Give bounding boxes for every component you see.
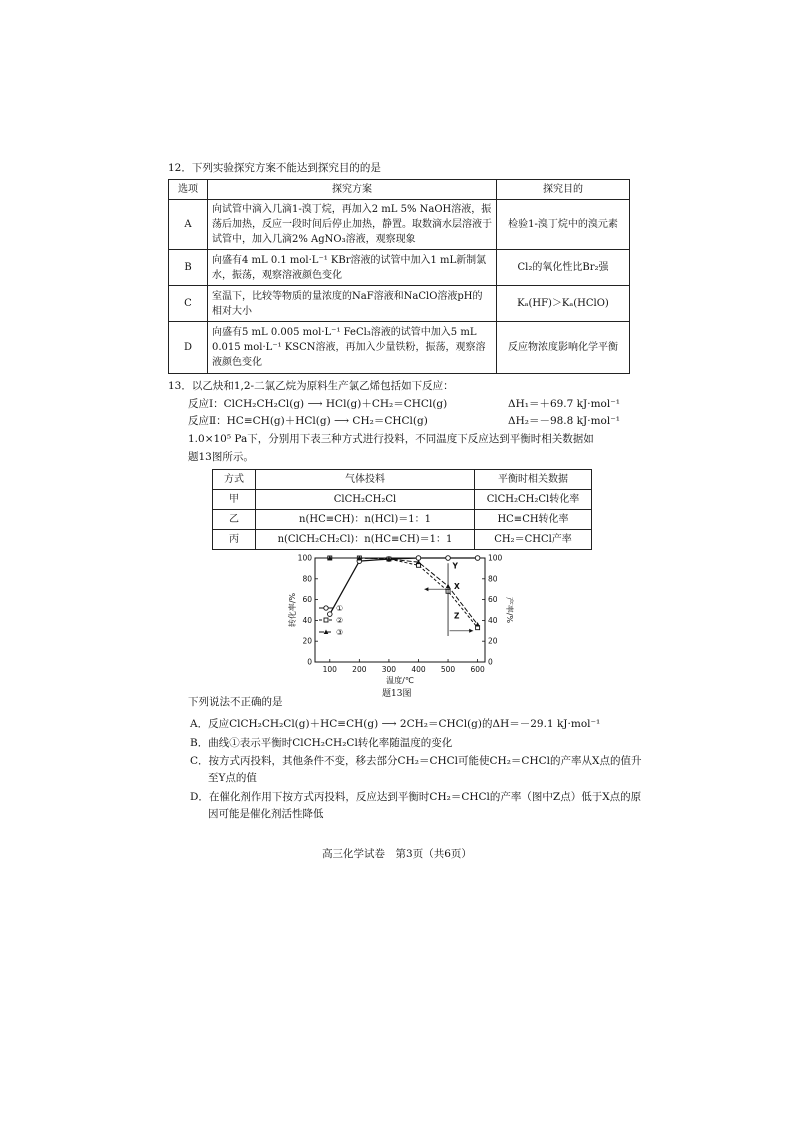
series-1-point — [475, 556, 480, 561]
q12-row-d-option: D — [169, 322, 208, 374]
annotation-z: Z — [453, 611, 460, 621]
page-footer: 高三化学试卷 第3页（共6页） — [322, 848, 472, 860]
q13-row-yi-feed: n(HC≡CH)：n(HCl)＝1：1 — [256, 510, 475, 530]
q13-option-d — [190, 789, 648, 823]
q13-row-jia-method: 甲 — [213, 490, 256, 510]
x-tick-label: 400 — [411, 665, 426, 674]
y-axis-label: 转化率/% — [288, 592, 297, 628]
y-tick-label: 0 — [307, 657, 312, 667]
annotation-x: X — [453, 582, 460, 592]
q12-header-goal: 探究目的 — [497, 180, 630, 200]
q13-condition-line1: 1.0×10⁵ Pa下，分别用下表三种方式进行投料，不同温度下反应达到平衡时相关数据如 — [188, 433, 594, 445]
q12-row-b-goal: Cl₂的氧化性比Br₂强 — [497, 250, 630, 286]
q13-row-jia-feed: ClCH₂CH₂Cl — [256, 490, 475, 510]
q13-reaction2-enthalpy: ΔH₂＝－98.8 kJ·mol⁻¹ — [508, 415, 620, 427]
y2-tick-label: 60 — [488, 595, 498, 605]
q13-table — [212, 469, 592, 550]
y-tick-label: 60 — [302, 595, 312, 605]
annotation-y: Y — [452, 561, 458, 571]
q13-option-b — [190, 735, 630, 752]
q12-header-plan: 探究方案 — [208, 180, 497, 200]
q13-chart — [285, 548, 515, 700]
legend-marker — [324, 618, 328, 622]
x-tick-label: 600 — [470, 665, 485, 674]
q12-row-b-plan: 向盛有4 mL 0.1 mol·L⁻¹ KBr溶液的试管中加入1 mL新制氯水，振荡，观察溶液颜色变化 — [208, 250, 497, 286]
q12-row-c-goal: Kₐ(HF)＞Kₐ(HClO) — [497, 286, 630, 322]
q12-row-c-plan: 室温下，比较等物质的量浓度的NaF溶液和NaClO溶液pH的相对大小 — [208, 286, 497, 322]
q13-header-data: 平衡时相关数据 — [475, 470, 592, 490]
x-tick-label: 500 — [440, 665, 456, 674]
y2-tick-label: 0 — [488, 657, 493, 667]
q12-row-a-option: A — [169, 200, 208, 250]
q12-table — [168, 179, 630, 374]
y2-axis-label: 产率/% — [505, 596, 514, 624]
legend-label: ② — [336, 616, 344, 625]
y-tick-label: 20 — [302, 636, 312, 646]
series-1-point — [416, 556, 421, 561]
arrow-left-head — [424, 587, 428, 591]
series-1-point — [446, 556, 451, 561]
q13-header-feed: 气体投料 — [256, 470, 475, 490]
q13-stem: 13．以乙炔和1,2-二氯乙烷为原料生产氯乙烯包括如下反应： — [168, 380, 454, 392]
option-d-label: D． — [190, 791, 209, 803]
option-c-text: 按方式丙投料，其他条件不变，移去部分CH₂＝CHCl可能使CH₂＝CHCl的产率从X点的值升至Y点的值 — [208, 755, 642, 784]
q12-row-c-option: C — [169, 286, 208, 322]
y-tick-label: 100 — [297, 553, 312, 563]
series-3-point — [475, 622, 480, 627]
option-b-label: B． — [190, 737, 209, 749]
option-b-text: 曲线①表示平衡时ClCH₂CH₂Cl转化率随温度的变化 — [208, 737, 453, 749]
q13-row-yi-method: 乙 — [213, 510, 256, 530]
x-tick-label: 300 — [381, 665, 397, 674]
x-axis-label: 温度/℃ — [386, 676, 414, 685]
option-a-label: A． — [190, 718, 209, 730]
option-a-text: 反应ClCH₂CH₂Cl(g)＋HC≡CH(g) ⟶ 2CH₂＝CHCl(g)的ΔH＝－29.1 kJ·mol⁻¹ — [208, 718, 601, 730]
q13-ask: 下列说法不正确的是 — [188, 696, 283, 708]
q13-row-jia-data: ClCH₂CH₂Cl转化率 — [475, 490, 592, 510]
x-tick-label: 100 — [322, 665, 337, 674]
q13-row-bing-data: CH₂＝CHCl产率 — [475, 530, 592, 550]
legend-label: ① — [336, 604, 344, 613]
arrow-right-head — [469, 629, 473, 633]
q12-stem: 12．下列实验探究方案不能达到探究目的的是 — [168, 162, 381, 174]
q12-row-b-option: B — [169, 250, 208, 286]
series-1-point — [327, 612, 332, 617]
q13-row-bing-method: 丙 — [213, 530, 256, 550]
y2-tick-label: 20 — [488, 636, 498, 646]
chart-title: 题13图 — [382, 689, 412, 699]
q13-option-c — [190, 753, 648, 787]
q12-row-a-plan: 向试管中滴入几滴1-溴丁烷，再加入2 mL 5% NaOH溶液，振荡后加热，反应一段时间后停止加热，静置。取数滴水层溶液于试管中，加入几滴2% AgNO₃溶液，观察现象 — [208, 200, 497, 250]
legend-label: ③ — [336, 628, 344, 637]
x-tick-label: 200 — [352, 665, 367, 674]
q13-row-yi-data: HC≡CH转化率 — [475, 510, 592, 530]
y2-tick-label: 80 — [488, 574, 498, 584]
q13-reaction1-enthalpy: ΔH₁＝＋69.7 kJ·mol⁻¹ — [508, 398, 620, 410]
q13-row-bing-feed: n(ClCH₂CH₂Cl)：n(HC≡CH)＝1：1 — [256, 530, 475, 550]
y2-tick-label: 40 — [488, 615, 498, 625]
q12-row-d-plan: 向盛有5 mL 0.005 mol·L⁻¹ FeCl₃溶液的试管中加入5 mL 0.015 mol·L⁻¹ KSCN溶液，再加入少量铁粉，振荡，观察溶液颜色变化 — [208, 322, 497, 374]
q13-option-a — [190, 716, 630, 733]
option-d-text: 在催化剂作用下按方式丙投料，反应达到平衡时CH₂＝CHCl的产率（图中Z点）低于X点的原因可能是催化剂活性降低 — [208, 791, 642, 820]
q13-condition-line2: 题13图所示。 — [188, 451, 254, 463]
q12-row-d-goal: 反应物浓度影响化学平衡 — [497, 322, 630, 374]
q12-header-option: 选项 — [169, 180, 208, 200]
q13-header-method: 方式 — [213, 470, 256, 490]
option-c-label: C． — [190, 755, 209, 767]
y2-tick-label: 100 — [488, 553, 503, 563]
q13-reaction1-equation: 反应Ⅰ：ClCH₂CH₂Cl(g) ⟶ HCl(g)＋CH₂＝CHCl(g) — [188, 398, 448, 410]
q12-row-a-goal: 检验1-溴丁烷中的溴元素 — [497, 200, 630, 250]
y-tick-label: 80 — [302, 574, 312, 584]
q13-reaction2-equation: 反应Ⅱ：HC≡CH(g)＋HCl(g) ⟶ CH₂＝CHCl(g) — [188, 415, 428, 427]
y-tick-label: 40 — [302, 615, 312, 625]
legend-marker — [324, 606, 328, 610]
